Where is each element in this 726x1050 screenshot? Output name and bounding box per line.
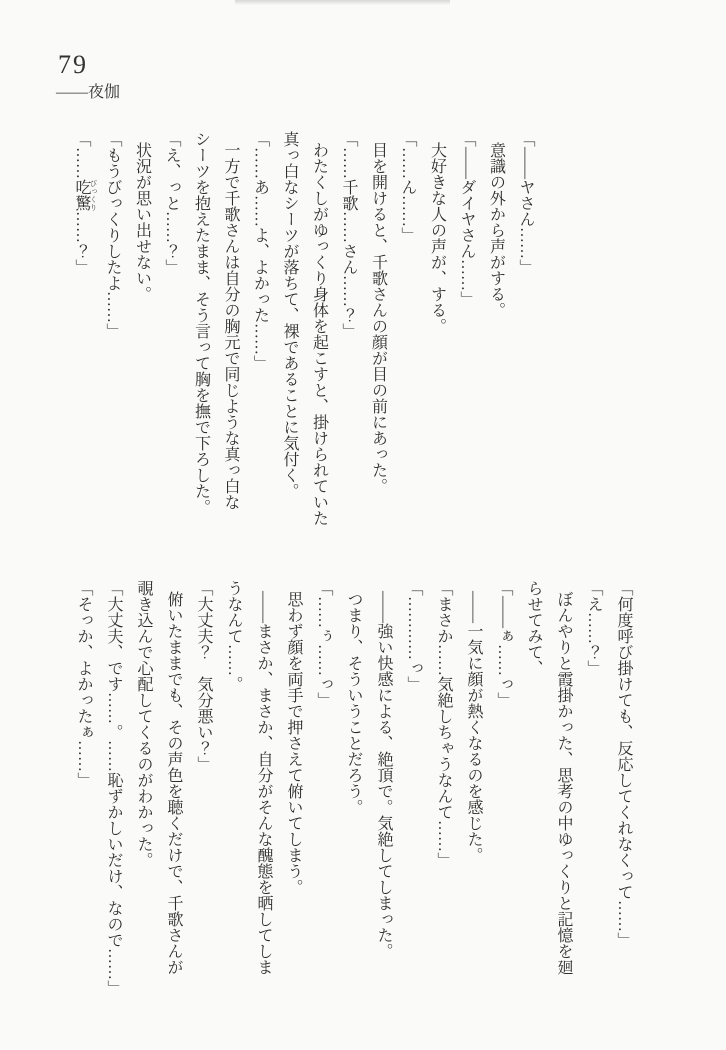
text-line: 「もうびっくりしたよ……」 bbox=[104, 131, 121, 339]
text-line: 状況が思い出せない。 bbox=[133, 142, 151, 302]
text-line: ——強い快感による、絶頂で。気絶してしまった。 bbox=[375, 591, 392, 959]
text-line: 「大丈夫、です……。……恥ずかしいだけ、なので……」 bbox=[105, 580, 122, 996]
text-line: ——一気に顔が熱くなるのを感じた。 bbox=[465, 591, 482, 863]
text-line: 「——ダイヤさん……」 bbox=[458, 131, 475, 307]
text-line: 「え……？」 bbox=[585, 580, 602, 676]
text-line: 俯いたままでも、その声色を聴くだけで、千歌さんが bbox=[165, 591, 182, 975]
text-line: 「——ヤさん……」 bbox=[517, 131, 534, 275]
text-line: ぼんやりと霞掛かった、思考の中ゆっくりと記憶を廻 bbox=[555, 591, 572, 975]
text-line: うなんて……。 bbox=[225, 580, 242, 692]
text-line: 「そっか、よかったぁ……」 bbox=[75, 580, 92, 788]
text-line: つまり、そういうことだろう。 bbox=[345, 591, 362, 815]
chapter-title: ——夜伽 bbox=[56, 84, 121, 101]
text-line: 「……千歌……さん……？」 bbox=[340, 131, 357, 339]
text-line: 「——ぁ……っ」 bbox=[495, 580, 512, 708]
text-line: 覗き込んで心配してくるのがわかった。 bbox=[135, 580, 152, 868]
text-line: 「……吃驚 びっくり……？」 bbox=[73, 131, 98, 275]
text-line: シーツを抱えたまま、そう言って胸を撫で下ろした。 bbox=[192, 131, 210, 515]
text-line: 一方で千歌さんは自分の胸元で同じような真っ白な bbox=[222, 142, 239, 510]
text-line: 「何度呼び掛けても、反応してくれなくって……」 bbox=[615, 580, 632, 948]
text-block-top bbox=[68, 131, 540, 561]
text-block-bottom bbox=[68, 580, 638, 1010]
ruby-annotated-word: 吃驚 びっくり bbox=[73, 179, 98, 211]
scan-artifact bbox=[235, 0, 450, 5]
text-line: 「大丈夫？ 気分悪い？」 bbox=[195, 580, 212, 772]
text-line: 「……ん……」 bbox=[399, 131, 416, 243]
text-line: わたくしがゆっくり身体を起こすと、掛けられていた bbox=[310, 142, 328, 526]
text-line: 「え、っと……？」 bbox=[163, 131, 180, 275]
text-line: 大好きな人の声が、する。 bbox=[428, 142, 446, 334]
text-line: 「……あ……よ、よかった……」 bbox=[251, 131, 269, 371]
text-line: 思わず顔を両手で押さえて俯いてしまう。 bbox=[285, 591, 302, 895]
text-line: 「まさか……気絶しちゃうなんて……」 bbox=[435, 580, 452, 868]
text-line: 真っ白なシーツが落ちて、裸であることに気付く。 bbox=[281, 131, 298, 499]
text-line: 目を開けると、千歌さんの顔が目の前にあった。 bbox=[369, 142, 387, 494]
text-line: 意識の外から声がする。 bbox=[487, 142, 505, 318]
text-line: らせてみて、 bbox=[525, 580, 542, 676]
text-line: 「……ぅ……っ」 bbox=[315, 580, 332, 708]
text-line: 「…………っ」 bbox=[405, 580, 422, 692]
text-line: ——まさか、まさか、自分がそんな醜態を晒してしま bbox=[255, 591, 272, 975]
page-number: 79 bbox=[58, 50, 88, 79]
